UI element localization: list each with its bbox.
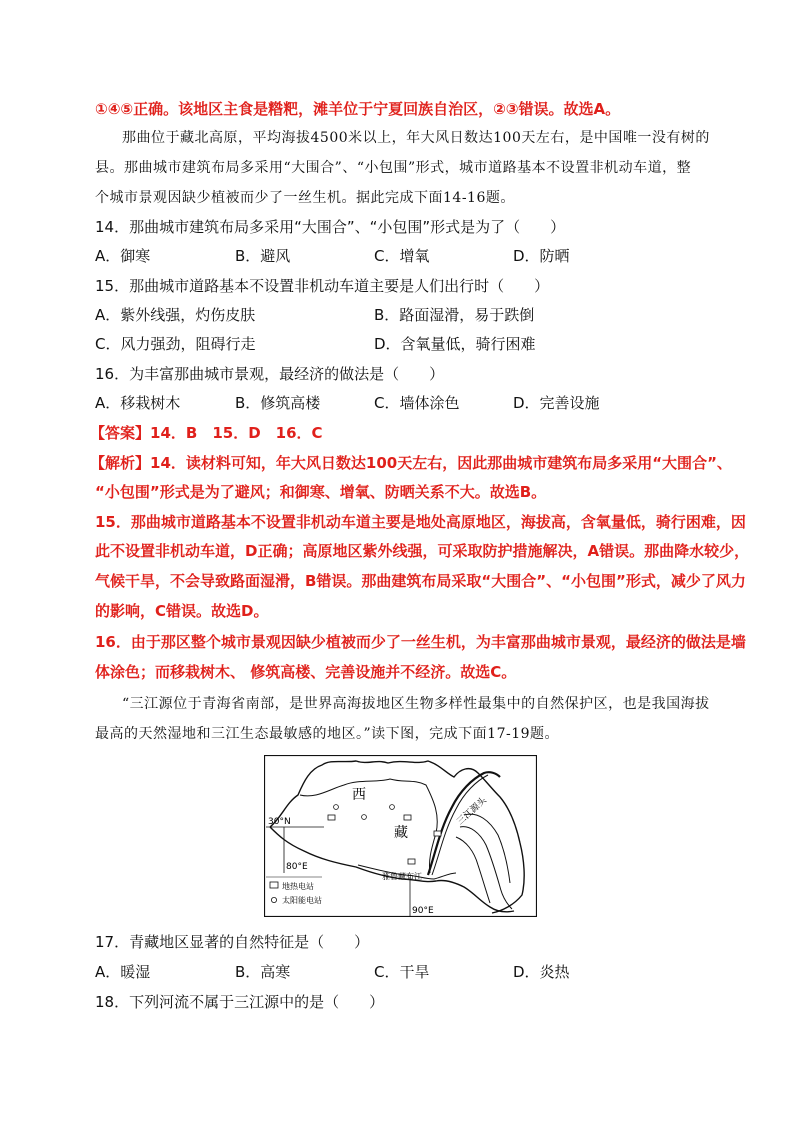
question-14-stem: 14．那曲城市建筑布局多采用“大围合”、“小包围”形式是为了（ ）: [95, 218, 566, 236]
passage-2-line-1: “三江源位于青海省南部，是世界高海拔地区生物多样性最集中的自然保护区，也是我国海拔: [122, 696, 710, 712]
question-14-option-b: B．避风: [235, 247, 291, 265]
analysis-line-2: “小包围”形式是为了避风；和御寒、增氧、防晒关系不大。故选B。: [95, 483, 547, 501]
analysis-line-8: 体涂色；而移栽树木、 修筑高楼、完善设施并不经济。故选C。: [95, 663, 517, 681]
question-16-stem: 16．为丰富那曲城市景观，最经济的做法是（ ）: [95, 365, 445, 383]
answer-line: [90, 423, 705, 443]
legend-geothermal-icon: [270, 882, 278, 888]
legend-solar-label: 太阳能电站: [282, 896, 322, 905]
question-17-option-a: A．暖湿: [95, 963, 151, 981]
answer-explanation-top: ①④⑤正确。该地区主食是糌粑，滩羊位于宁夏回族自治区，②③错误。故选A。: [95, 100, 621, 118]
tibet-map: [264, 755, 537, 917]
question-14-option-a: A．御寒: [95, 247, 151, 265]
question-16-option-b: B．修筑高楼: [235, 394, 321, 412]
analysis-line-7: 16．由于那区整个城市景观因缺少植被而少了一丝生机，为丰富那曲城市景观，最经济的做法是墙: [95, 633, 746, 651]
analysis-line-4: 此不设置非机动车道，D正确；高原地区紫外线强，可采取防护措施解决，A错误。那曲降水较少，: [95, 542, 750, 560]
passage-1-line-1: 那曲位于藏北高原，平均海拔4500米以上，年大风日数达100天左右，是中国唯一没有树的: [122, 130, 710, 146]
question-17-option-d: D．炎热: [513, 963, 570, 981]
label-xi: 西: [352, 787, 366, 803]
question-14-option-c: C．增氧: [374, 247, 430, 265]
analysis-text-1: 14．读材料可知，年大风日数达100天左右，因此那曲城市建筑布局多采用“大围合”、: [150, 454, 732, 472]
label-river: 雅鲁藏布江: [382, 872, 422, 881]
analysis-line-3: 15．那曲城市道路基本不设置非机动车道主要是地处高原地区，海拔高，含氧量低，骑行困难，因: [95, 513, 746, 531]
passage-2-line-2: 最高的天然湿地和三江生态最敏感的地区。”读下图，完成下面17-19题。: [95, 726, 560, 742]
legend-geothermal-label: 地热电站: [282, 882, 314, 891]
analysis-line-6: 的影响，C错误。故选D。: [95, 602, 269, 620]
question-17-stem: 17．青藏地区显著的自然特征是（ ）: [95, 933, 370, 951]
question-18-stem: 18．下列河流不属于三江源中的是（ ）: [95, 993, 385, 1011]
question-17-option-c: C．干旱: [374, 963, 430, 981]
question-16-option-d: D．完善设施: [513, 394, 600, 412]
analysis-line-5: 气候干旱，不会导致路面湿滑，B错误。那曲建筑布局采取“大围合”、“小包围”形式，减少了风力: [95, 572, 746, 590]
label-sanjiangyuan: 三江源头: [455, 795, 489, 828]
answer-text: 14．B 15．D 16．C: [150, 424, 323, 442]
analysis-line-1: [90, 453, 732, 473]
label-zang: 藏: [394, 825, 408, 841]
question-15-option-a: A．紫外线强，灼伤皮肤: [95, 306, 256, 324]
label-90e: 90°E: [412, 906, 434, 916]
question-15-stem: 15．那曲城市道路基本不设置非机动车道主要是人们出行时（ ）: [95, 277, 550, 295]
label-80e: 80°E: [286, 862, 308, 872]
answer-tag: 【答案】: [90, 424, 151, 442]
analysis-tag: 【解析】: [90, 454, 151, 472]
question-16-option-a: A．移栽树木: [95, 394, 181, 412]
question-15-option-d: D．含氧量低，骑行困难: [374, 335, 536, 353]
question-15-option-b: B．路面湿滑，易于跌倒: [374, 306, 535, 324]
passage-1-line-3: 个城市景观因缺少植被而少了一丝生机。据此完成下面14-16题。: [95, 190, 515, 206]
question-14-option-d: D．防晒: [513, 247, 570, 265]
question-16-option-c: C．墙体涂色: [374, 394, 460, 412]
label-30n: 30°N: [268, 817, 291, 827]
question-17-option-b: B．高寒: [235, 963, 291, 981]
question-15-option-c: C．风力强劲，阻碍行走: [95, 335, 256, 353]
passage-1-line-2: 县。那曲城市建筑布局多采用“大围合”、“小包围”形式，城市道路基本不设置非机动车道，整: [95, 160, 692, 176]
